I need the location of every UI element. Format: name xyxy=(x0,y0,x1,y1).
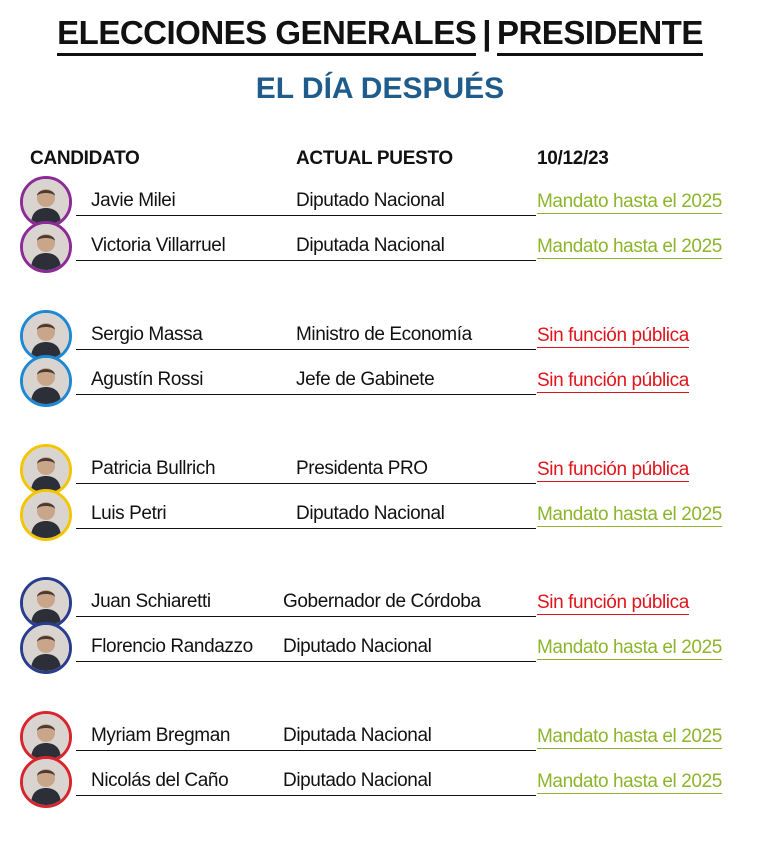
candidate-avatar xyxy=(20,756,72,808)
candidate-name: Sergio Massa xyxy=(91,324,203,345)
row-divider xyxy=(76,750,536,751)
candidate-status: Sin función pública xyxy=(537,592,689,613)
row-divider xyxy=(76,661,536,662)
candidate-name: Florencio Randazzo xyxy=(91,636,253,657)
header-date: 10/12/23 xyxy=(537,148,609,169)
candidate-name: Nicolás del Caño xyxy=(91,770,229,791)
row-divider xyxy=(76,483,536,484)
row-divider xyxy=(76,616,536,617)
title-elections: ELECCIONES GENERALES xyxy=(57,14,476,56)
candidate-name: Patricia Bullrich xyxy=(91,458,216,479)
candidate-status: Mandato hasta el 2025 xyxy=(537,504,722,525)
candidate-status: Mandato hasta el 2025 xyxy=(537,236,722,257)
candidate-position: Jefe de Gabinete xyxy=(296,369,435,390)
candidate-status: Mandato hasta el 2025 xyxy=(537,637,722,658)
candidate-position: Diputado Nacional xyxy=(283,636,432,657)
candidate-position: Diputada Nacional xyxy=(296,235,445,256)
candidate-row xyxy=(0,756,760,812)
candidate-status: Mandato hasta el 2025 xyxy=(537,191,722,212)
candidate-avatar xyxy=(20,355,72,407)
row-divider xyxy=(76,528,536,529)
row-divider xyxy=(76,394,536,395)
candidate-name: Victoria Villarruel xyxy=(91,235,226,256)
candidate-position: Gobernador de Córdoba xyxy=(283,591,481,612)
candidate-position: Diputado Nacional xyxy=(283,770,432,791)
candidate-status: Sin función pública xyxy=(537,370,689,391)
candidate-name: Myriam Bregman xyxy=(91,725,231,746)
page-title xyxy=(0,14,760,56)
candidate-name: Javie Milei xyxy=(91,190,176,211)
candidate-position: Presidenta PRO xyxy=(296,458,428,479)
candidate-avatar xyxy=(20,489,72,541)
candidate-row xyxy=(0,622,760,678)
header-candidate: CANDIDATO xyxy=(30,148,140,169)
row-divider xyxy=(76,349,536,350)
candidate-row xyxy=(0,489,760,545)
candidate-status: Sin función pública xyxy=(537,459,689,480)
candidate-position: Ministro de Economía xyxy=(296,324,472,345)
title-separator: | xyxy=(482,14,491,51)
row-divider xyxy=(76,795,536,796)
title-president: PRESIDENTE xyxy=(497,14,703,56)
candidate-position: Diputado Nacional xyxy=(296,190,445,211)
candidate-status: Sin función pública xyxy=(537,325,689,346)
candidate-row xyxy=(0,221,760,277)
candidate-status: Mandato hasta el 2025 xyxy=(537,771,722,792)
candidate-name: Juan Schiaretti xyxy=(91,591,211,612)
candidate-status: Mandato hasta el 2025 xyxy=(537,726,722,747)
candidate-name: Agustín Rossi xyxy=(91,369,204,390)
row-divider xyxy=(76,215,536,216)
candidate-avatar xyxy=(20,221,72,273)
candidate-name: Luis Petri xyxy=(91,503,167,524)
candidate-position: Diputado Nacional xyxy=(296,503,445,524)
row-divider xyxy=(76,260,536,261)
candidate-avatar xyxy=(20,622,72,674)
header-position: ACTUAL PUESTO xyxy=(296,148,453,169)
page-subtitle: EL DÍA DESPUÉS xyxy=(255,72,505,105)
candidate-position: Diputada Nacional xyxy=(283,725,432,746)
candidate-row xyxy=(0,355,760,411)
